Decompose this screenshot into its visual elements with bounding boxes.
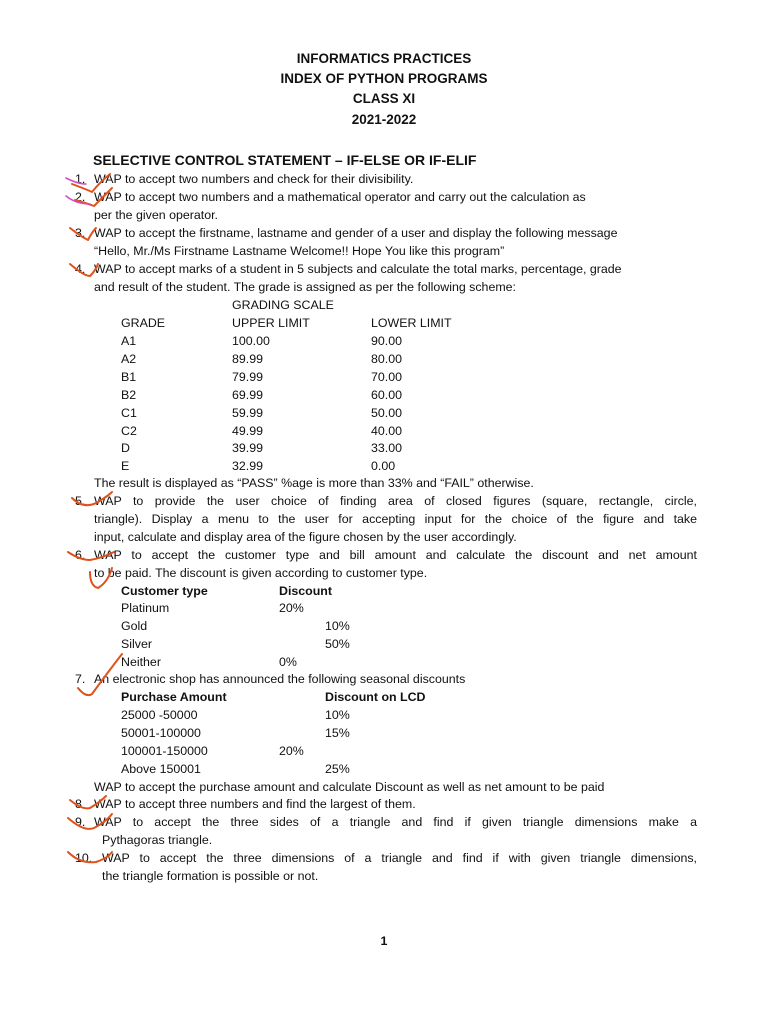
section-heading: SELECTIVE CONTROL STATEMENT – IF-ELSE OR IF-ELIF: [93, 152, 477, 168]
item-4-result-rule: The result is displayed as “PASS” %age is more than 33% and “FAIL” otherwise.: [94, 476, 534, 490]
grading-header-grade: GRADE: [121, 316, 166, 330]
grading-lower-cell: 60.00: [371, 388, 403, 402]
item-10-line-2: the triangle formation is possible or not.: [102, 869, 319, 883]
grading-lower-cell: 33.00: [371, 441, 403, 455]
grading-upper-cell: 79.99: [232, 370, 264, 384]
customer-discount-cell: 20%: [279, 601, 304, 615]
item-4-line-1: WAP to accept marks of a student in 5 subjects and calculate the total marks, percentage, grade: [94, 262, 622, 276]
purchase-discount-cell: 20%: [279, 744, 304, 758]
purchase-discount-cell: 15%: [325, 726, 350, 740]
customer-type-cell: Silver: [121, 637, 152, 651]
customer-header-type: Customer type: [121, 584, 208, 598]
doc-title-index: INDEX OF PYTHON PROGRAMS: [280, 71, 488, 86]
purchase-header-amount: Purchase Amount: [121, 690, 227, 704]
purchase-amount-cell: 25000 -50000: [121, 708, 198, 722]
grading-lower-cell: 90.00: [371, 334, 403, 348]
item-3-line-2: “Hello, Mr./Ms Firstname Lastname Welcome!! Hope You like this program”: [94, 244, 505, 258]
grading-header-upper: UPPER LIMIT: [232, 316, 310, 330]
item-5-line-1: WAP to provide the user choice of finding area of closed figures (square, rectangle, circle,: [94, 494, 697, 508]
item-number-5: 5.: [75, 494, 86, 508]
page-number: 1: [380, 934, 388, 948]
item-number-4: 4.: [75, 262, 86, 276]
grading-lower-cell: 80.00: [371, 352, 403, 366]
purchase-header-discount: Discount on LCD: [325, 690, 426, 704]
grading-grade-cell: C2: [121, 424, 137, 438]
item-6-line-2: to be paid. The discount is given according to customer type.: [94, 566, 428, 580]
item-number-2: 2.: [75, 190, 86, 204]
grading-grade-cell: B1: [121, 370, 137, 384]
grading-grade-cell: C1: [121, 406, 137, 420]
item-1-text: WAP to accept two numbers and check for their divisibility.: [94, 172, 414, 186]
doc-title-year: 2021-2022: [351, 112, 417, 127]
grading-caption: GRADING SCALE: [232, 298, 334, 312]
item-2-line-1: WAP to accept two numbers and a mathematical operator and carry out the calculation as: [94, 190, 586, 204]
item-number-9: 9.: [75, 815, 86, 829]
item-number-6: 6.: [75, 548, 86, 562]
purchase-amount-cell: Above 150001: [121, 762, 201, 776]
grading-upper-cell: 69.99: [232, 388, 264, 402]
grading-upper-cell: 89.99: [232, 352, 264, 366]
doc-title-class: CLASS XI: [352, 91, 416, 106]
item-8-text: WAP to accept three numbers and find the largest of them.: [94, 797, 416, 811]
grading-grade-cell: A1: [121, 334, 137, 348]
grading-lower-cell: 40.00: [371, 424, 403, 438]
item-6-line-1: WAP to accept the customer type and bill amount and calculate the discount and net amount: [94, 548, 697, 562]
grading-upper-cell: 100.00: [232, 334, 270, 348]
item-5-line-3: input, calculate and display area of the figure chosen by the user accordingly.: [94, 530, 517, 544]
grading-grade-cell: E: [121, 459, 130, 473]
item-number-10: 10.: [75, 851, 93, 865]
grading-grade-cell: D: [121, 441, 130, 455]
grading-upper-cell: 39.99: [232, 441, 264, 455]
customer-header-discount: Discount: [279, 584, 333, 598]
item-5-line-2: triangle). Display a menu to the user for accepting input for the choice of the figure and take: [94, 512, 697, 526]
customer-type-cell: Neither: [121, 655, 161, 669]
item-number-1: 1.: [75, 172, 86, 186]
item-9-line-1: WAP to accept the three sides of a triangle and find if given triangle dimensions make a: [94, 815, 697, 829]
customer-discount-cell: 50%: [325, 637, 350, 651]
item-3-line-1: WAP to accept the firstname, lastname and gender of a user and display the following message: [94, 226, 618, 240]
purchase-amount-cell: 100001-150000: [121, 744, 208, 758]
item-number-3: 3.: [75, 226, 86, 240]
item-4-line-2: and result of the student. The grade is assigned as per the following scheme:: [94, 280, 516, 294]
customer-type-cell: Platinum: [121, 601, 170, 615]
item-number-8: 8: [75, 797, 82, 811]
item-10-line-1: WAP to accept the three dimensions of a triangle and find if with given triangle dimensions,: [102, 851, 697, 865]
grading-upper-cell: 32.99: [232, 459, 264, 473]
item-number-7: 7.: [75, 672, 86, 686]
customer-discount-cell: 0%: [279, 655, 297, 669]
customer-discount-cell: 10%: [325, 619, 350, 633]
item-7-instruction: WAP to accept the purchase amount and calculate Discount as well as net amount to be paid: [94, 780, 605, 794]
purchase-discount-cell: 10%: [325, 708, 350, 722]
grading-grade-cell: A2: [121, 352, 137, 366]
grading-upper-cell: 59.99: [232, 406, 264, 420]
grading-lower-cell: 70.00: [371, 370, 403, 384]
purchase-amount-cell: 50001-100000: [121, 726, 201, 740]
item-2-line-2: per the given operator.: [94, 208, 218, 222]
grading-lower-cell: 50.00: [371, 406, 403, 420]
grading-grade-cell: B2: [121, 388, 137, 402]
doc-title-subject: INFORMATICS PRACTICES: [296, 51, 472, 66]
purchase-discount-cell: 25%: [325, 762, 350, 776]
item-9-line-2: Pythagoras triangle.: [102, 833, 213, 847]
grading-upper-cell: 49.99: [232, 424, 264, 438]
grading-lower-cell: 0.00: [371, 459, 396, 473]
customer-type-cell: Gold: [121, 619, 148, 633]
grading-header-lower: LOWER LIMIT: [371, 316, 452, 330]
item-7-text: An electronic shop has announced the following seasonal discounts: [94, 672, 466, 686]
